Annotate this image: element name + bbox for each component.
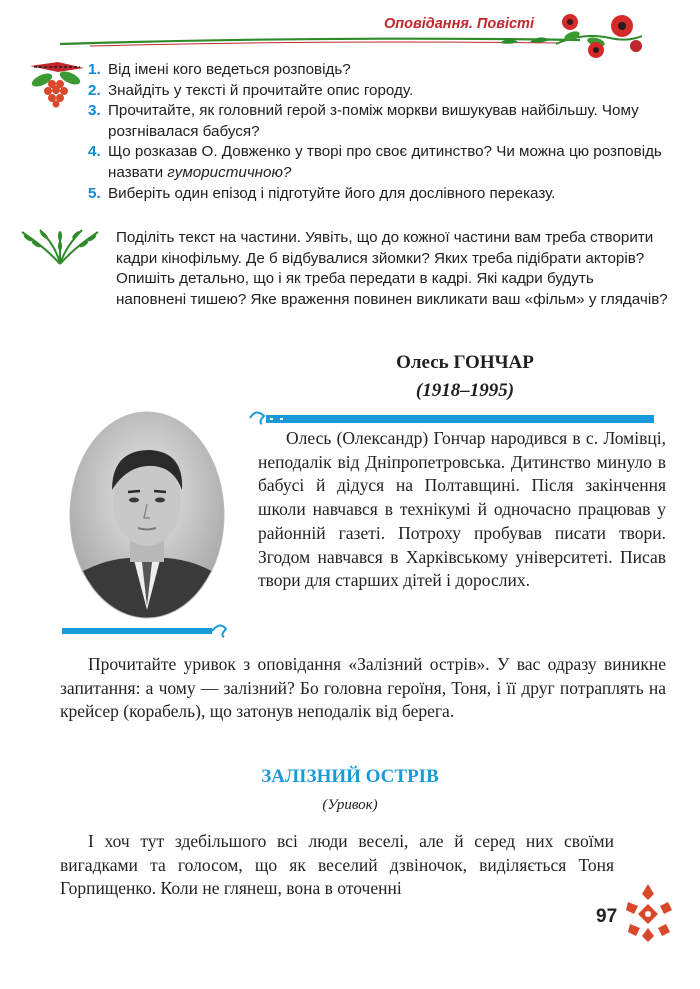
question-item bbox=[88, 184, 668, 205]
wheat-ears-icon bbox=[16, 226, 104, 266]
wave-ornament-icon bbox=[58, 619, 232, 643]
question-item bbox=[88, 142, 668, 183]
author-biography: Олесь (Олександр) Гончар народився в с. Ломівці, неподалік від Дніпропетровська. Дитинство минуло в бабусі й дідуся на Полтавщині. Після закінчення школи навчався в технікумі й одночасно працював у районній газеті. Потроху пробував писати твори. Згодом навчався в Харківському університеті. Писав твори для старших дітей і дорослих. bbox=[258, 428, 666, 591]
question-text: Виберіть один епізод і підготуйте його для дослівного переказу. bbox=[108, 184, 556, 202]
question-number: 1. bbox=[88, 61, 101, 78]
question-text: Що розказав О. Довженко у творі про своє дитинство? Чи можна цю розповідь назвати bbox=[108, 143, 662, 181]
rowan-berries-icon bbox=[28, 58, 86, 108]
question-item bbox=[88, 101, 668, 142]
question-text: Прочитайте, як головний герой з-поміж моркви вишукував найбільшу. Чому розгнівалася бабуся? bbox=[108, 102, 639, 140]
question-item bbox=[88, 81, 668, 102]
story-subtitle: (Уривок) bbox=[322, 797, 378, 813]
question-text: Від імені кого ведеться розповідь? bbox=[108, 61, 351, 78]
question-number: 3. bbox=[88, 102, 101, 120]
question-number: 2. bbox=[88, 81, 101, 99]
story-text: І хоч тут здебільшого всі люди веселі, але й серед них своїми вигадками та голосом, що як веселий дзвіночок, виділяється Тоня Горпищенко. Коли не глянеш, вона в оточенні bbox=[60, 831, 614, 899]
poppy-flower-icon bbox=[552, 6, 644, 62]
reading-introduction: Прочитайте уривок з оповідання «Залізний острів». У вас одразу виникне запитання: а чому — залізний? Бо головна героїня, Тоня, і її друг потраплять на крейсер (корабель), що затонув неподалік від берега. bbox=[60, 654, 666, 722]
question-item bbox=[88, 60, 668, 81]
corner-ornament-icon bbox=[620, 880, 676, 942]
question-number: 5. bbox=[88, 184, 101, 202]
question-text-italic: гумористичною? bbox=[167, 163, 292, 181]
page-number: 97 bbox=[596, 906, 618, 927]
author-years: (1918–1995) bbox=[415, 380, 515, 401]
question-text: Знайдіть у тексті й прочитайте опис городу. bbox=[108, 81, 414, 99]
creative-task: Поділіть текст на частини. Уявіть, що до кожної частини вам треба створити кадри кінофільму. Де б відбувалися зйомки? Яких треба підібрати акторів? Опишіть детально, що і як треба передати в кадрі. Які кадри будуть наповнені тишею? Яке враження повинен викликати ваш «фільм» у глядачів? bbox=[116, 229, 668, 308]
question-number: 4. bbox=[88, 143, 101, 161]
story-title: ЗАЛІЗНИЙ ОСТРІВ bbox=[261, 766, 439, 787]
questions-list bbox=[88, 60, 668, 204]
author-portrait bbox=[68, 410, 226, 620]
author-name: Олесь ГОНЧАР bbox=[396, 352, 534, 373]
section-title: Оповідання. Повісті bbox=[384, 16, 534, 32]
header-divider bbox=[60, 34, 580, 50]
